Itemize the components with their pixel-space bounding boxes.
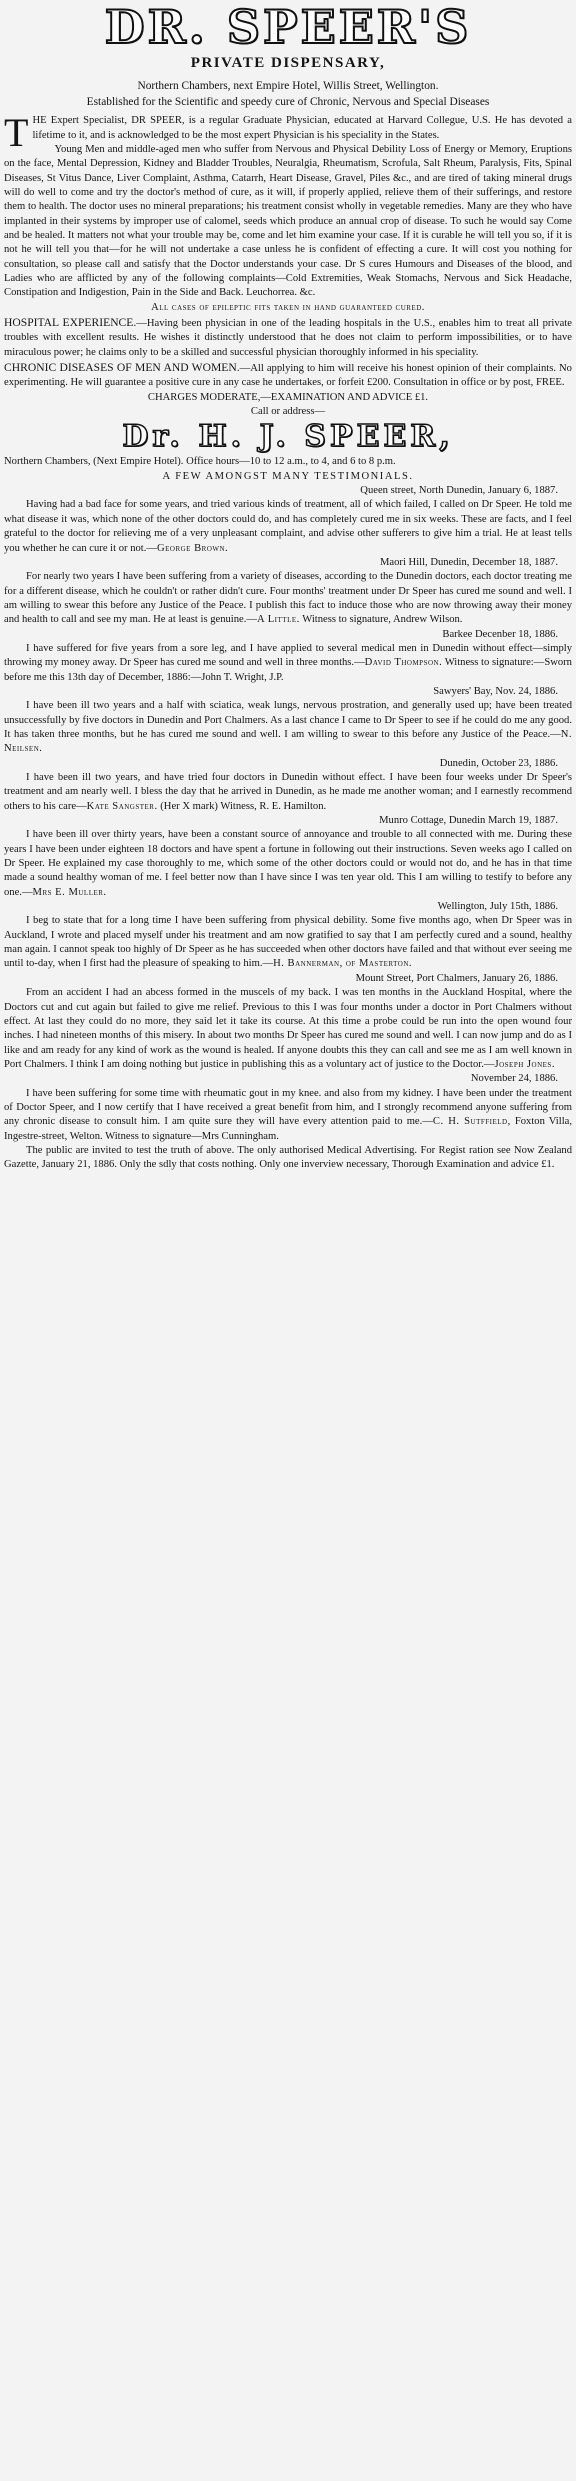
testimonial-body: I have been ill over thirty years, have been a constant source of annoyance and trouble to all connected with me. During these years I have been under eighteen 18 doctors and have spent a fortune in following out their instructions. Seven weeks ago I called on Dr Speer. He explained my case thoroughly to me, which some of the other doctors could or would not do, and he has in that time made a sound healthy woman of me. I feel better now than I have since I was ten year old. This I am willing to testify to before any one.—Mrs E. Muller. <box>4 829 572 898</box>
hospital-text: —Having been physician in one of the leading hospitals in the U.S., enables him to treat all private troubles with excellent results. He wishes it distinctly understood that he does not claim to perform impossibilities, or to have miraculous power; he claims only to be a skilled and successful physician thoroughly informed in his speciality. <box>4 318 572 358</box>
intro-paragraph: THE Expert Specialist, DR SPEER, is a regular Graduate Physician, educated at Harvard Collegue, U.S. He has devoted a lifetime to it, and is acknowledged to be the most expert Physician is his speciality in the States. <box>4 110 572 156</box>
testimonial-witness: Foxton Villa, Ingestre-street, Welton. Witness to signature—Mrs Cunningham. <box>4 1116 572 1142</box>
testimonial-signature: Mrs E. Muller. <box>32 886 107 898</box>
testimonial-text: For nearly two years I have been suffering from a variety of diseases, according to the Dunedin doctors, each doctor treating me for a different disease, which he couldn't or rather didn't cure. Four months' treatment under Dr Speer has cured me sound and well. I am willing to swear this before any Justice of the Peace. I publish this fact to induce those who are now throwing away their money and health to call and see my man. He at least is genuine. <box>4 571 572 626</box>
testimonial-body: I beg to state that for a long time I have been suffering from physical debility. Some five months ago, when Dr Speer was in Auckland, I wrote and placed myself under his treatment and am now gratified to say that I am perfectly cured and a sound, healthy man again. I cannot speak too highly of Dr Speer as he has succeeded when other doctors have failed and that without ever seeing me until to-day, when I first had the pleasure of speaking to him.—H. Bannerman, of Masterton. <box>4 915 572 970</box>
testimonial-place: Barkee Decenber 18, 1886. <box>442 628 558 640</box>
testimonial-body: Having had a bad face for some years, and tried various kinds of treatment, all of which failed, I called on Dr Speer. He told me what disease it was, which none of the other doctors could do, and has completely cured me in six weeks. These are facts, and I feel grateful to the doctor for relieving me of a very unpleasant complaint, and advise other sufferers to give him a trial. He at least tells you whether he can cure it or not.—George Brown. <box>4 499 572 554</box>
testimonial <box>4 757 572 814</box>
testimonial-place: Munro Cottage, Dunedin March 19, 1887. <box>379 815 558 827</box>
masthead-subtitle: PRIVATE DISPENSARY, <box>190 55 386 71</box>
testimonial-body: I have suffered for five years from a sore leg, and I have applied to several medical men in Dunedin without effect—simply throwing my money away. Dr Speer has cured me sound and well in three months.—David Thompson. Witness to signature:—Sworn before me this 13th day of December, 1886:—John T. Wright, J.P. <box>4 642 572 683</box>
testimonial-signature: Joseph Jones. <box>494 1058 555 1070</box>
testimonial-body: From an accident I had an abcess formed in the muscels of my back. I was ten months in the Auckland Hospital, where the Doctors cut and cut again but failed to give me relief. Previous to this I was four months under a doctor in Port Chalmers without effect. At last they could do no more, they said let it take its course. At this time a probe could be run into the open wound four inches. I had nineteen months of this misery. In about two months Dr Speer has cured me sound and well. I can now jump and do as I like and am ready for any kind of work as the wound is healed. If anyone doubts this they can call and see me as I am well known in Port Chalmers. I think I am doing nothing but justice in publishing this as a voluntary act of justice to the Doctor.—Joseph Jones. <box>4 987 572 1070</box>
testimonial-body: For nearly two years I have been suffering from a variety of diseases, according to the Dunedin doctors, each doctor treating me for a different disease, which he couldn't or rather didn't cure. Four months' treatment under Dr Speer has cured me sound and well. I am willing to swear this before any Justice of the Peace. I publish this fact to induce those who are now throwing away their money and health to call and see my man. He at least is genuine.—A Little. Witness to signature, Andrew Wilson. <box>4 571 572 626</box>
hospital-heading: HOSPITAL EXPERIENCE. <box>4 316 137 330</box>
testimonial <box>4 685 572 757</box>
closing-notice: The public are invited to test the truth of above. The only authorised Medical Advertising. For Regist ration see Now Zealand Gazette, January 21, 1886. Only the sdly that costs nothing. Only one inverview necessary, Thorough Examination and advice £1. <box>4 1144 572 1171</box>
chronic-paragraph <box>4 360 572 391</box>
testimonial-place: Dunedin, October 23, 1886. <box>439 757 558 769</box>
testimonial-place: Maori Hill, Dunedin, December 18, 1887. <box>380 556 558 568</box>
testimonial-signature: N. Neilsen. <box>4 728 572 755</box>
testimonial-text: I have suffered for five years from a sore leg, and I have applied to several medical men in Dunedin without effect—simply throwing my money away. Dr Speer has cured me sound and well in three months. <box>4 642 572 669</box>
testimonial-witness: Witness to signature, Andrew Wilson. <box>299 614 463 626</box>
hospital-paragraph <box>4 315 572 360</box>
testimonial-text: I have been ill two years, and have tried four doctors in Dunedin without effect. I have been four weeks under Dr Speer's treatment and am nearly well. I bless the day that he arrived in Dunedin, as he made me another woman; and I earnestly recommend others to his care— <box>4 772 572 812</box>
testimonial-witness: Witness to signature:—Sworn before me this 13th day of December, 1886:—John T. Wright, J.P. <box>4 657 572 683</box>
testimonial-signature: H. Bannerman, of Masterton. <box>273 958 413 970</box>
testimonial <box>4 484 572 556</box>
testimonial-text: I beg to state that for a long time I have been suffering from physical debility. Some five months ago, when Dr Speer was in Auckland, I wrote and placed myself under his treatment and am now gratified to say that I am perfectly cured and a sound, healthy man again. I cannot speak too highly of Dr Speer as he has succeeded when other doctors have failed and that without ever seeing me until to-day, when I first had the pleasure of speaking to him. <box>4 915 572 970</box>
charges-line: CHARGES MODERATE,—EXAMINATION AND ADVICE £1. <box>147 391 429 403</box>
testimonial-place: November 24, 1886. <box>470 1073 558 1085</box>
testimonial-text: I have been suffering for some time with rheumatic gout in my knee. and also from my kidney. I have been under the treatment of Doctor Speer, and I now certify that I have received a great benefit from him, and I strongly recommend anyone suffering from any chronic disease to consult him. I am quite sure they will have every attention paid to me. <box>4 1087 572 1128</box>
testimonial-place: Queen street, North Dunedin, January 6, 1887. <box>360 485 558 497</box>
testimonial <box>4 1072 572 1144</box>
testimonial-signature: A Little. <box>257 614 300 626</box>
established-line: Established for the Scientific and speedy cure of Chronic, Nervous and Special Diseases <box>86 95 490 108</box>
testimonial <box>4 628 572 685</box>
doctor-name-banner: Dr. H. J. SPEER, <box>122 419 454 455</box>
masthead-title: DR. SPEER'S <box>104 0 472 54</box>
testimonial-text: Having had a bad face for some years, and tried various kinds of treatment, all of which failed, I called on Dr Speer. He told me what disease it was, which none of the other doctors could do, and has completely cured me in six weeks. These are facts, and I feel grateful to the doctor for relieving me of a very unpleasant complaint, and advise other sufferers to give him a trial. He at least tells you whether he can cure it or not. <box>4 499 572 554</box>
testimonial-witness: (Her X mark) Witness, R. E. Hamilton. <box>157 800 327 812</box>
testimonial-text: I have been ill two years and a half with sciatica, weak lungs, nervous prostration, and generally used up; have been treated unsuccessfully by five doctors in Dunedin and Port Chalmers. As a last chance I came to Dr Speer to see if he could do me any good. It has taken three months, but he has cured me sound and well. I am willing to swear to this before any Justice of the Peace. <box>4 700 572 740</box>
office-hours: Northern Chambers, (Next Empire Hotel). Office hours—10 to 12 a.m., to 4, and 6 to 8 p.m. <box>4 456 396 468</box>
epileptic-notice: All cases of epileptic fits taken in hand guaranteed cured. <box>151 301 425 313</box>
testimonial-signature: Kate Sangster. <box>86 800 158 812</box>
testimonial-place: Mount Street, Port Chalmers, January 26, 1886. <box>355 972 558 984</box>
testimonial-signature: C. H. Sutffield, <box>432 1116 511 1128</box>
chronic-text: —All applying to him will receive his honest opinion of their complaints. No experimenting. He will guarantee a positive cure in any case he undertakes, or forfeit £200. Consultation in office or by post, FREE. <box>4 363 572 389</box>
testimonials-heading: A FEW AMONGST MANY TESTIMONIALS. <box>162 470 414 482</box>
testimonial-text: I have been ill over thirty years, have been a constant source of annoyance and trouble to all connected with me. During these years I have been under eighteen 18 doctors and have spent a fortune in following out their instructions. Seven weeks ago I called on Dr Speer. He explained my case thoroughly to me, which some of the other doctors could or would not do, and he has in that time made a sound healthy woman of me. I feel better now than I have since I was ten year old. This I am willing to testify to before any one. <box>4 829 572 898</box>
testimonial <box>4 900 572 972</box>
testimonial <box>4 556 572 628</box>
testimonial-body: I have been suffering for some time with rheumatic gout in my knee. and also from my kidney. I have been under the treatment of Doctor Speer, and I now certify that I have received a great benefit from him, and I strongly recommend anyone suffering from any chronic disease to consult him. I am quite sure they will have every attention paid to me.—C. H. Sutffield, Foxton Villa, Ingestre-street, Welton. Witness to signature—Mrs Cunningham. <box>4 1087 572 1142</box>
call-line: Call or address— <box>250 406 326 418</box>
testimonial <box>4 972 572 1072</box>
chronic-heading: CHRONIC DISEASES OF MEN AND WOMEN. <box>4 361 240 375</box>
ailments-paragraph: Young Men and middle-aged men who suffer from Nervous and Physical Debility Loss of Energy or Memory, Eruptions on the face, Mental Depression, Kidney and Bladder Troubles, Neuralgia, Rheumatism, Scrofula, Salt Rheum, Paralysis, Fits, Spinal Diseases, St Vitus Dance, Liver Complaint, Asthma, Catarrh, Heart Disease, Gravel, Piles &c., and are tired of taking mineral drugs will do well to come and try the doctor's method of cure, as it will, if properly applied, relieve them of their sufferings, and restore them to health. The doctor uses no mineral preparations; his treatment consist wholly in vegetable remedies. Many are they who have implanted in their systems by improper use of calomel, seeds which produce an annual crop of disease. To such he would say Come and be healed. It matters not what your trouble may be, come and let him examine your case. If it is curable he will tell you so, if it is not he will tell you that—for he will not undertake a case unless he is confident of effecting a cure. It will cost you nothing for consultation, so please call and satisfy that the Doctor understands your case. Dr S cures Humours and Diseases of the blood, and Ladies who are afflicted by any of the following complaints—Cold Extremities, Weak Stomachs, Nervous and Sick Headache, Constipation and Indigestion, Pain in the Side and Back. Leuchorrea. &c. <box>4 143 572 299</box>
testimonial-body <box>4 771 572 814</box>
testimonial-signature: George Brown. <box>156 542 229 554</box>
testimonial-place: Sawyers' Bay, Nov. 24, 1886. <box>433 685 558 697</box>
address-line: Northern Chambers, next Empire Hotel, Willis Street, Wellington. <box>137 80 439 93</box>
testimonial-text: From an accident I had an abcess formed in the muscels of my back. I was ten months in the Auckland Hospital, where the Doctors cut and cut again but failed to give me relief. Previous to this I was four months under a doctor in Port Chalmers without effect. At last they could do no more, they said let it take its course. At this time a probe could be run into the open wound four inches. I had nineteen months of this misery. In about two months Dr Speer has cured me sound and well. I can now jump and do as I like and am ready for any kind of work as the wound is healed. If anyone doubts this they can call and see me as I am well known in Port Chalmers. I think I am doing nothing but justice in publishing this as a voluntary act of justice to the Doctor. <box>4 987 572 1070</box>
testimonial-body: I have been ill two years and a half with sciatica, weak lungs, nervous prostration, and generally used up; have been treated unsuccessfully by five doctors in Dunedin and Port Chalmers. As a last chance I came to Dr Speer to see if he could do me any good. It has taken three months, but he has cured me sound and well. I am willing to swear to this before any Justice of the Peace.—N. Neilsen. <box>4 700 572 755</box>
testimonial-place: Wellington, July 15th, 1886. <box>437 901 558 913</box>
testimonial-signature: David Thompson. <box>364 657 443 669</box>
testimonial <box>4 814 572 900</box>
